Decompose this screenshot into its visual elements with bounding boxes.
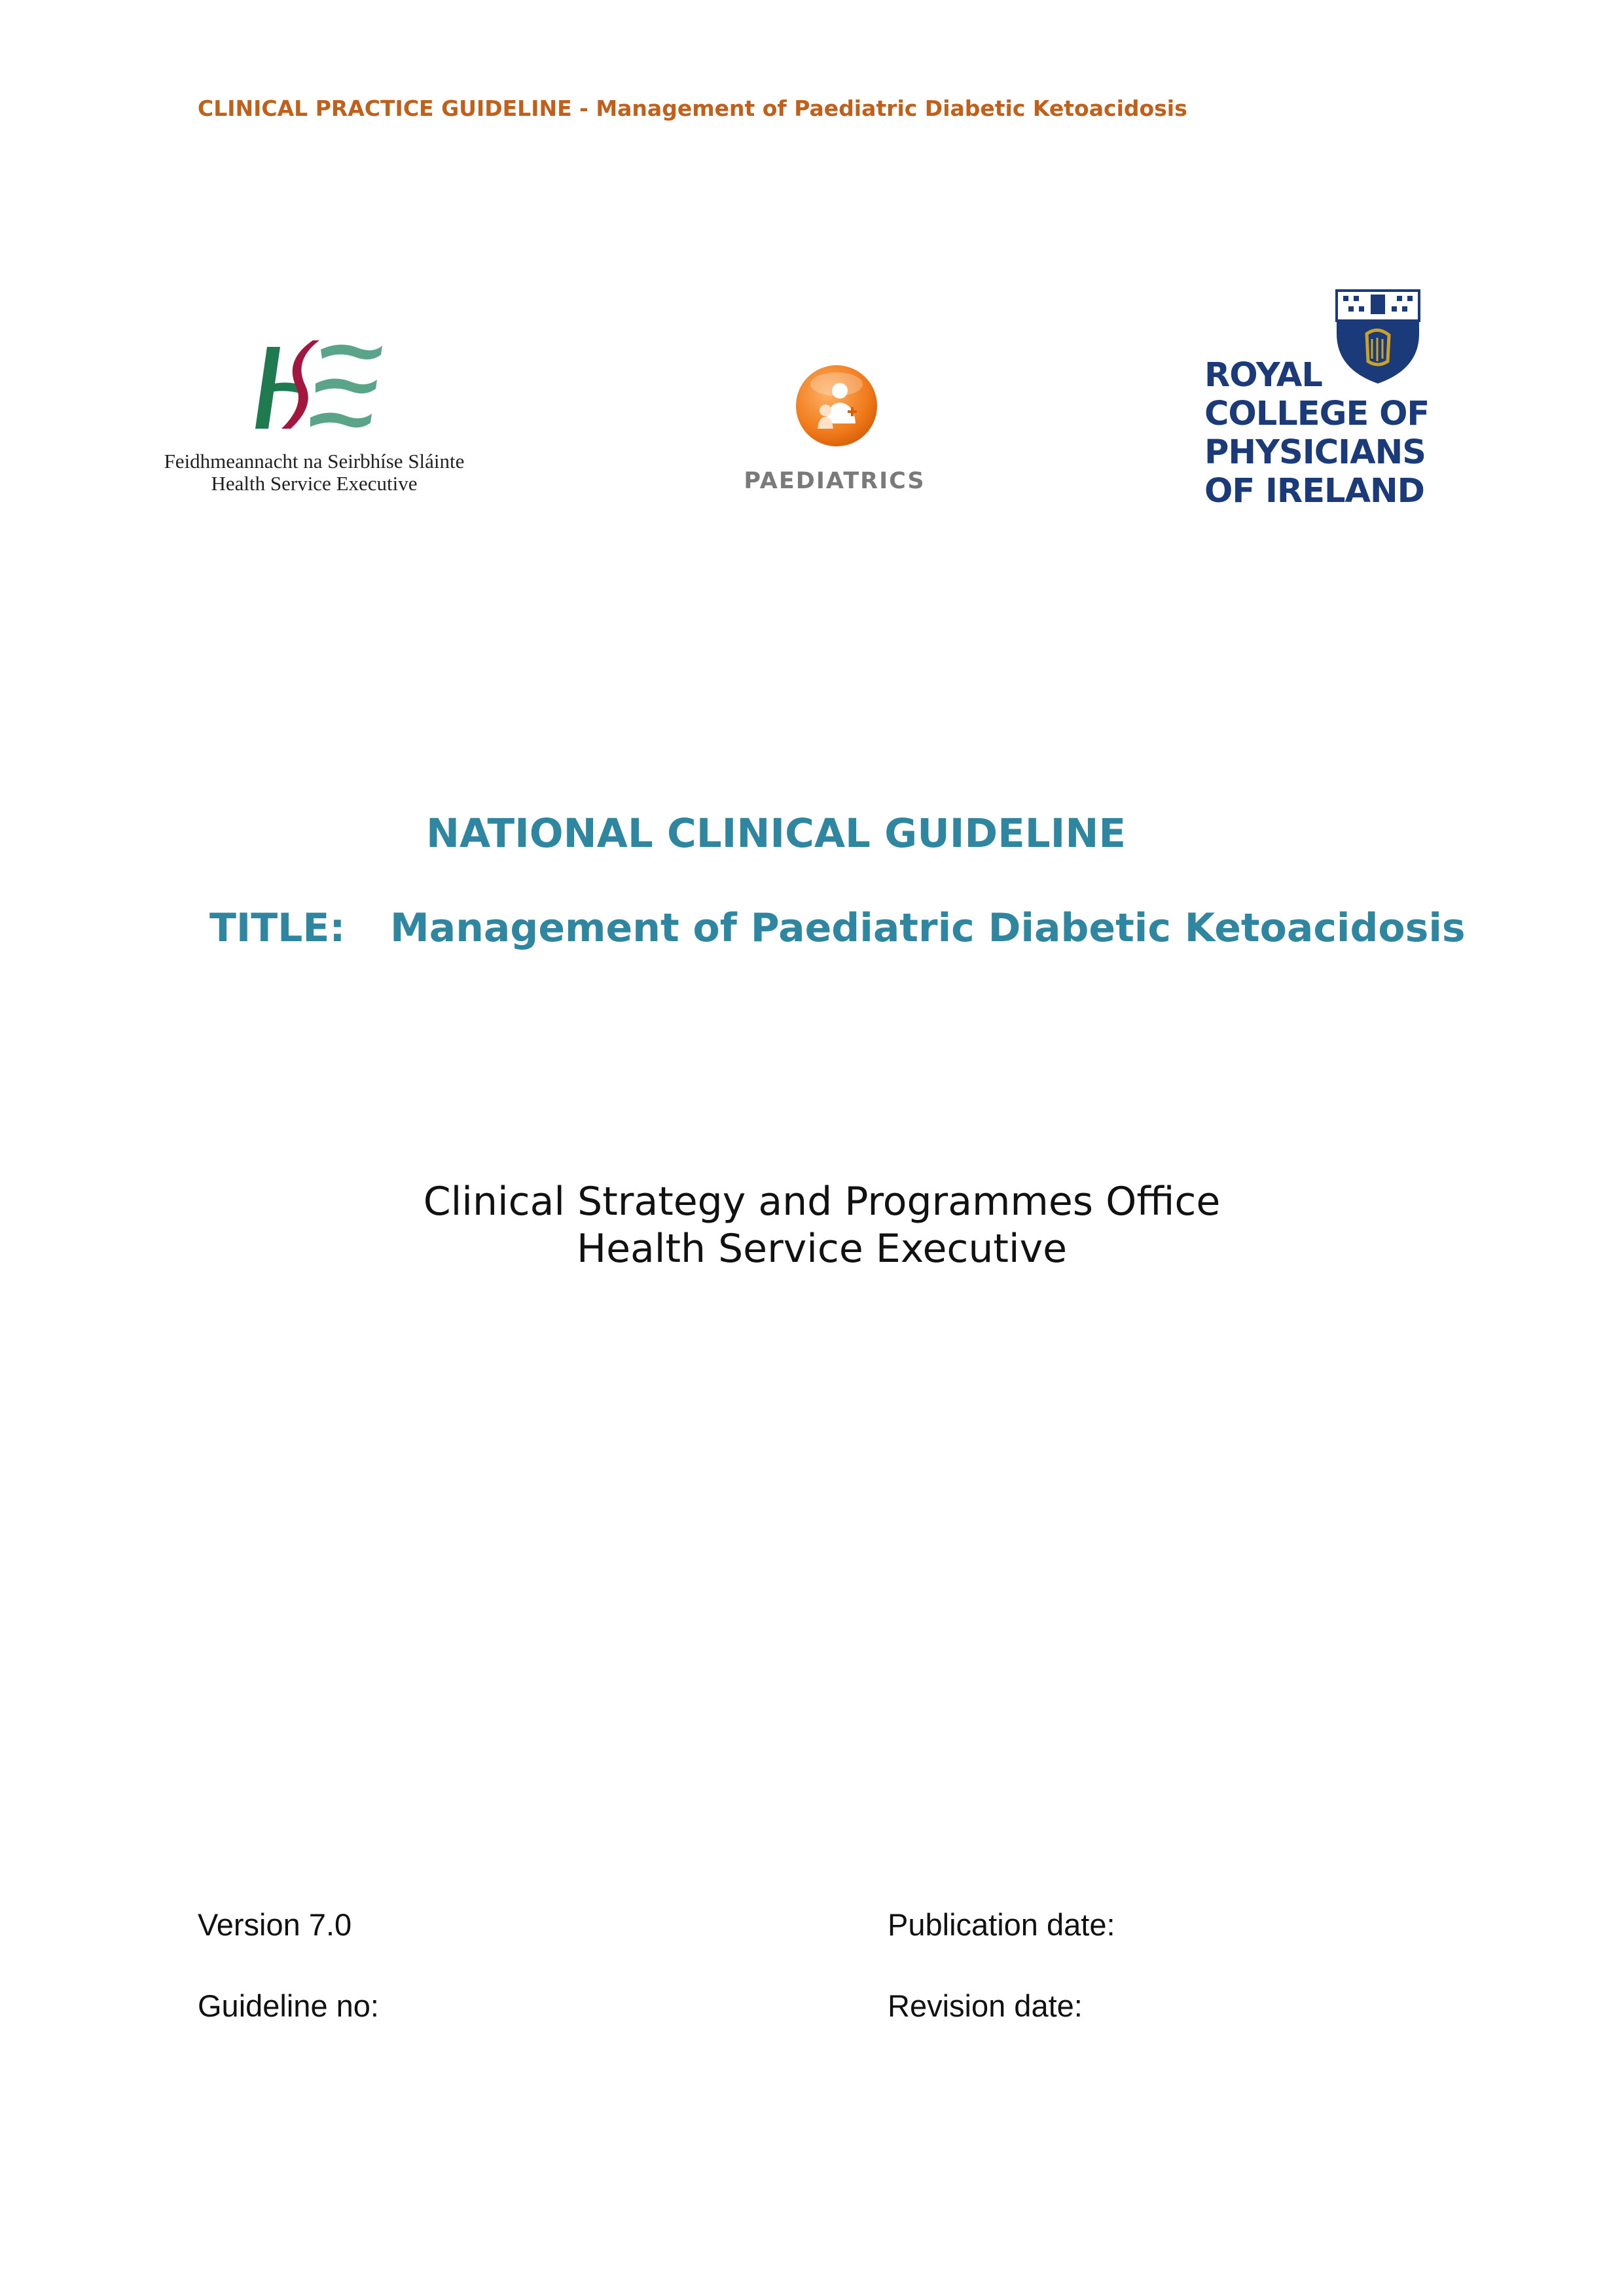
version-label: Version 7.0 <box>198 1907 352 1942</box>
hse-emblem-icon <box>242 334 386 432</box>
document-title <box>209 905 1466 951</box>
paediatrics-label: PAEDIATRICS <box>744 468 926 494</box>
paediatrics-emblem-icon <box>794 363 879 448</box>
office-line-1: Clinical Strategy and Programmes Office <box>423 1179 1221 1225</box>
hse-caption-english: Health Service Executive <box>211 472 418 495</box>
hse-caption-irish: Feidhmeannacht na Seirbhíse Sláinte <box>164 450 465 473</box>
rcpi-line-3: PHYSICIANS <box>1204 433 1426 472</box>
guideline-number-label: Guideline no: <box>198 1988 379 2023</box>
title-text: Management of Paediatric Diabetic Ketoacidosis <box>390 905 1466 951</box>
running-header: CLINICAL PRACTICE GUIDELINE - Management of Paediatric Diabetic Ketoacidosis <box>198 96 1187 121</box>
hse-logo <box>164 334 465 504</box>
paediatrics-logo <box>733 363 936 501</box>
publication-date-label: Publication date: <box>888 1907 1115 1942</box>
office-line-2: Health Service Executive <box>576 1226 1068 1272</box>
issuing-office <box>0 1178 1624 1272</box>
rcpi-line-2: COLLEGE OF <box>1204 395 1430 433</box>
rcpi-logo <box>1204 288 1430 511</box>
rcpi-line-4: OF IRELAND <box>1204 472 1425 511</box>
rcpi-line-1: ROYAL <box>1204 356 1322 395</box>
revision-date-label: Revision date: <box>888 1988 1083 2023</box>
title-label: TITLE: <box>209 905 346 951</box>
main-heading: NATIONAL CLINICAL GUIDELINE <box>425 810 1127 857</box>
